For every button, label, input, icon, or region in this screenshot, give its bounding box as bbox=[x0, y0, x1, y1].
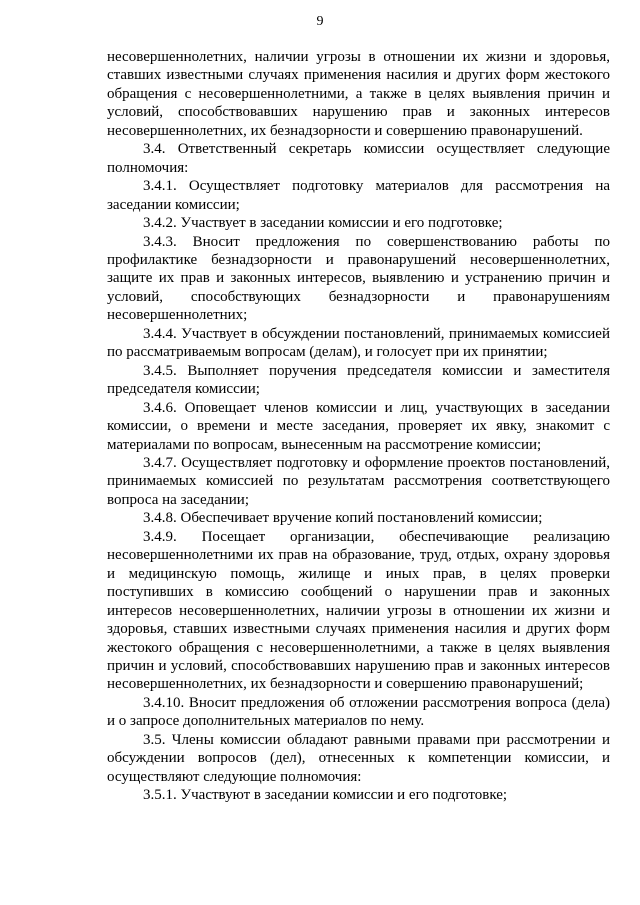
paragraph-3-4-3: 3.4.3. Вносит предложения по совершенствованию работы по профилактике безнадзорности и правонарушений несовершеннолетних, защите их прав и законных интересов, выявлению и устранению причин и условий, способствующих безнадзорности и правонарушениям несовершеннолетних; bbox=[107, 233, 610, 324]
paragraph-3-4-8: 3.4.8. Обеспечивает вручение копий постановлений комиссии; bbox=[143, 510, 543, 527]
paragraph-3-5-1: 3.5.1. Участвуют в заседании комиссии и его подготовке; bbox=[143, 787, 508, 804]
paragraph-3-4-9: 3.4.9. Посещает организации, обеспечивающие реализацию несовершеннолетними их прав на образование, труд, отдых, охрану здоровья и медицинскую помощь, жилище и иных прав, в целях проверки поступивших в комиссию сообщений о нарушении прав и законных интересов несовершеннолетних, наличии угрозы в отношении их жизни и здоровья, ставших известными случаях применения насилия и других форм жестокого обращения с несовершеннолетними, а также в целях выявления причин и условий, способствовавших нарушению прав и законных интересов несовершеннолетних, их безнадзорности и совершению правонарушений; bbox=[107, 528, 610, 693]
paragraph-3-5: 3.5. Члены комиссии обладают равными правами при рассмотрении и обсуждении вопросов (дел), отнесенных к компетенции комиссии, и осуществляют следующие полномочия: bbox=[107, 731, 610, 785]
paragraph-3-4-2: 3.4.2. Участвует в заседании комиссии и его подготовке; bbox=[143, 215, 503, 232]
document-body bbox=[107, 48, 610, 805]
paragraph-3-4-4: 3.4.4. Участвует в обсуждении постановлений, принимаемых комиссией по рассматриваемым вопросам (делам), и голосует при их принятии; bbox=[107, 325, 610, 361]
paragraph-3-4-10: 3.4.10. Вносит предложения об отложении рассмотрения вопроса (дела) и о запросе дополнительных материалов по нему. bbox=[107, 694, 610, 730]
paragraph-continuation: несовершеннолетних, наличии угрозы в отношении их жизни и здоровья, ставших известными случаях применения насилия и других форм жестокого обращения с несовершеннолетними, а также в целях выявления причин и условий, способствовавших нарушению прав и законных интересов несовершеннолетних, их безнадзорности и совершению правонарушений. bbox=[107, 49, 610, 139]
paragraph-3-4-7: 3.4.7. Осуществляет подготовку и оформление проектов постановлений, принимаемых комиссией по результатам рассмотрения соответствующего вопроса на заседании; bbox=[107, 454, 610, 508]
page-number: 9 bbox=[316, 14, 324, 29]
paragraph-3-4-6: 3.4.6. Оповещает членов комиссии и лиц, участвующих в заседании комиссии, о времени и месте заседания, проверяет их явку, знакомит с материалами по вопросам, вынесенным на рассмотрение комиссии; bbox=[107, 399, 610, 453]
paragraph-3-4-1: 3.4.1. Осуществляет подготовку материалов для рассмотрения на заседании комиссии; bbox=[107, 178, 610, 213]
paragraph-3-4-5: 3.4.5. Выполняет поручения председателя комиссии и заместителя председателя комиссии; bbox=[107, 362, 610, 398]
paragraph-3-4: 3.4. Ответственный секретарь комиссии осуществляет следующие полномочия: bbox=[107, 141, 610, 176]
